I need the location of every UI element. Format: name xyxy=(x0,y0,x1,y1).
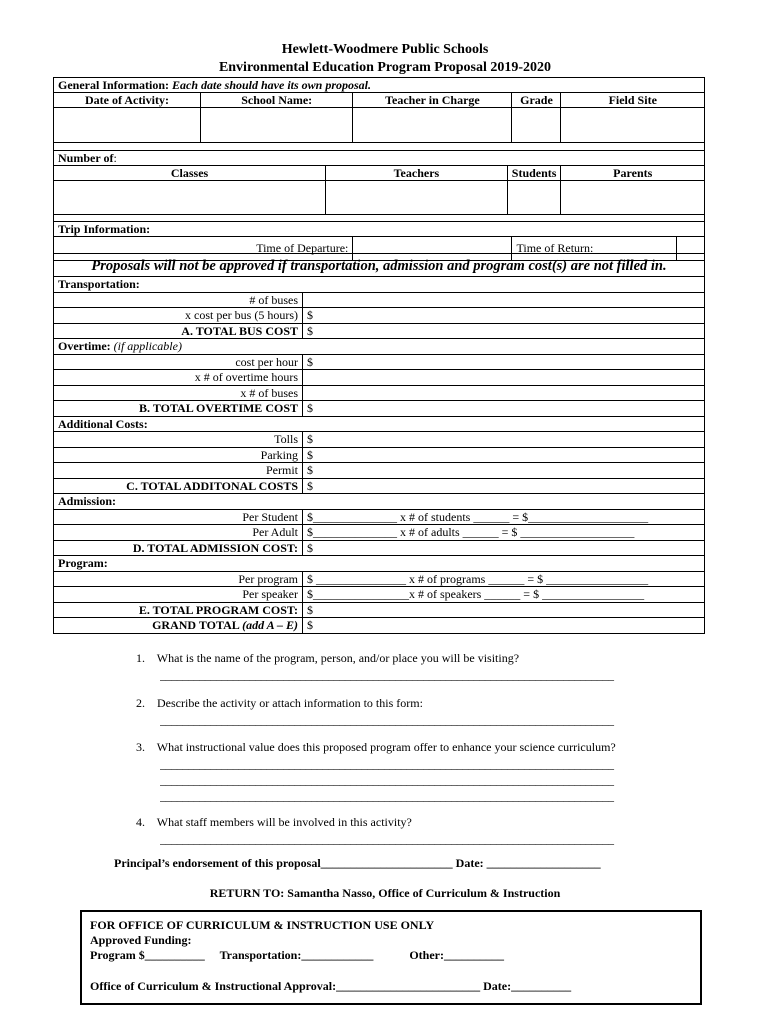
form-title: Environmental Education Program Proposal 2019-2020 xyxy=(218,60,552,75)
cost-row-value[interactable]: $________________x # of speakers ______ = $ _________________ xyxy=(303,587,705,603)
cost-row-value[interactable] xyxy=(303,385,705,401)
grand-total-label xyxy=(54,618,303,634)
cost-row-value[interactable]: $ xyxy=(303,447,705,463)
cost-row-value[interactable] xyxy=(303,370,705,386)
cost-row-label: # of buses xyxy=(54,292,303,308)
students-header: Students xyxy=(507,166,561,181)
transportation-section-label: Transportation: xyxy=(54,277,705,293)
transportation-funding-field[interactable]: Transportation:____________ xyxy=(219,948,374,962)
total-additional-costs-value[interactable]: $ xyxy=(303,478,705,494)
date-of-activity-field[interactable] xyxy=(54,108,201,143)
school-name-header: School Name: xyxy=(201,93,353,108)
field-site-header: Field Site xyxy=(561,93,705,108)
number-of-header xyxy=(54,151,705,166)
general-information-header xyxy=(54,78,705,93)
cost-row-label: cost per hour xyxy=(54,354,303,370)
teachers-field[interactable] xyxy=(326,181,508,215)
office-use-box xyxy=(80,910,702,1005)
overtime-note: (if applicable) xyxy=(113,339,182,353)
spacer-row xyxy=(54,215,705,222)
total-admission-cost-value[interactable]: $ xyxy=(303,540,705,556)
number-of-label: Number of xyxy=(58,151,114,165)
teacher-in-charge-field[interactable] xyxy=(353,108,512,143)
question-number: 3. xyxy=(136,740,145,754)
question-number: 1. xyxy=(136,651,145,665)
cost-row-value[interactable]: $ xyxy=(303,463,705,479)
total-overtime-cost-label: B. TOTAL OVERTIME COST xyxy=(54,401,303,417)
field-site-field[interactable] xyxy=(561,108,705,143)
answer-line[interactable]: _________________________________________________________________________________ xyxy=(160,668,614,682)
program-funding-field[interactable]: Program $__________ xyxy=(90,948,205,962)
office-use-title: FOR OFFICE OF CURRICULUM & INSTRUCTION USE ONLY xyxy=(90,918,435,932)
total-additional-costs-label: C. TOTAL ADDITONAL COSTS xyxy=(54,478,303,494)
spacer-row xyxy=(54,143,705,151)
cost-row-label: Per Adult xyxy=(54,525,303,541)
time-of-return-label: Time of Return: xyxy=(512,237,676,261)
office-approval-line[interactable]: Office of Curriculum & Instructional Approval:________________________ Date:__________ xyxy=(90,979,572,993)
cost-row-label: Tolls xyxy=(54,432,303,448)
grand-total-value[interactable]: $ xyxy=(303,618,705,634)
approved-funding-label: Approved Funding: xyxy=(90,933,192,947)
cost-row-value[interactable]: $ xyxy=(303,308,705,324)
cost-row-label: Per speaker xyxy=(54,587,303,603)
overtime-section-label: Overtime: xyxy=(58,339,111,353)
teacher-in-charge-header: Teacher in Charge xyxy=(353,93,512,108)
total-program-cost-value[interactable]: $ xyxy=(303,602,705,618)
time-of-departure-label: Time of Departure: xyxy=(54,237,353,261)
grand-total-note: (add A – E) xyxy=(242,618,298,632)
cost-row-label: x cost per bus (5 hours) xyxy=(54,308,303,324)
answer-line[interactable]: _________________________________________________________________________________ xyxy=(160,789,614,803)
cost-row-value[interactable]: $ xyxy=(303,354,705,370)
answer-line[interactable]: _________________________________________________________________________________ xyxy=(160,713,614,727)
classes-field[interactable] xyxy=(54,181,326,215)
total-overtime-cost-value[interactable]: $ xyxy=(303,401,705,417)
date-of-activity-header: Date of Activity: xyxy=(54,93,201,108)
question-text: What is the name of the program, person, and/or place you will be visiting? xyxy=(156,651,520,665)
answer-line[interactable]: _________________________________________________________________________________ xyxy=(160,832,614,846)
teachers-header: Teachers xyxy=(326,166,508,181)
students-field[interactable] xyxy=(507,181,561,215)
approved-funding-row xyxy=(90,948,692,963)
general-information-label: General Information: xyxy=(58,78,169,92)
other-funding-field[interactable]: Other:__________ xyxy=(409,948,504,962)
return-to-line: RETURN TO: Samantha Nasso, Office of Curriculum & Instruction xyxy=(209,886,561,900)
school-name-field[interactable] xyxy=(201,108,353,143)
grade-field[interactable] xyxy=(512,108,561,143)
admission-section-label: Admission: xyxy=(54,494,705,510)
overtime-section-header xyxy=(54,339,705,355)
additional-costs-section-label: Additional Costs: xyxy=(54,416,705,432)
cost-row-label: Permit xyxy=(54,463,303,479)
cost-row-value[interactable]: $ xyxy=(303,432,705,448)
number-of-suffix: : xyxy=(113,151,117,165)
classes-header: Classes xyxy=(54,166,326,181)
cost-row-label: Parking xyxy=(54,447,303,463)
question-4 xyxy=(136,815,412,830)
question-text: What staff members will be involved in this activity? xyxy=(156,815,412,829)
parents-header: Parents xyxy=(561,166,705,181)
question-2 xyxy=(136,696,423,711)
grand-total-text: GRAND TOTAL xyxy=(152,618,240,632)
question-3 xyxy=(136,740,616,755)
principal-endorsement-line[interactable]: Principal’s endorsement of this proposal______________________ Date: ___________________ xyxy=(114,856,601,870)
cost-row-value[interactable]: $______________ x # of adults ______ = $ ___________________ xyxy=(303,525,705,541)
cost-row-label: Per Student xyxy=(54,509,303,525)
cost-row-value[interactable]: $ _______________ x # of programs ______ = $ _________________ xyxy=(303,571,705,587)
trip-information-label: Trip Information: xyxy=(54,222,705,237)
question-number: 4. xyxy=(136,815,145,829)
grade-header: Grade xyxy=(512,93,561,108)
cost-row-label: x # of buses xyxy=(54,385,303,401)
total-bus-cost-label: A. TOTAL BUS COST xyxy=(54,323,303,339)
question-text: Describe the activity or attach information to this form: xyxy=(157,696,423,710)
program-section-label: Program: xyxy=(54,556,705,572)
total-program-cost-label: E. TOTAL PROGRAM COST: xyxy=(54,602,303,618)
question-number: 2. xyxy=(136,696,145,710)
general-information-note: Each date should have its own proposal. xyxy=(171,78,372,92)
parents-field[interactable] xyxy=(561,181,705,215)
cost-row-label: x # of overtime hours xyxy=(54,370,303,386)
approval-warning-banner: Proposals will not be approved if transportation, admission and program cost(s) are not filled in. xyxy=(53,253,705,277)
answer-line[interactable]: _________________________________________________________________________________ xyxy=(160,773,614,787)
school-name-heading: Hewlett-Woodmere Public Schools xyxy=(281,42,489,57)
cost-row-value[interactable] xyxy=(303,292,705,308)
total-bus-cost-value[interactable]: $ xyxy=(303,323,705,339)
general-information-table xyxy=(53,77,705,261)
cost-row-value[interactable]: $______________ x # of students ______ = $____________________ xyxy=(303,509,705,525)
cost-breakdown-table xyxy=(53,276,705,634)
answer-line[interactable]: _________________________________________________________________________________ xyxy=(160,757,614,771)
cost-row-label: Per program xyxy=(54,571,303,587)
question-1 xyxy=(136,651,519,666)
question-text: What instructional value does this proposed program offer to enhance your science curriculum? xyxy=(156,740,616,754)
total-admission-cost-label: D. TOTAL ADMISSION COST: xyxy=(54,540,303,556)
